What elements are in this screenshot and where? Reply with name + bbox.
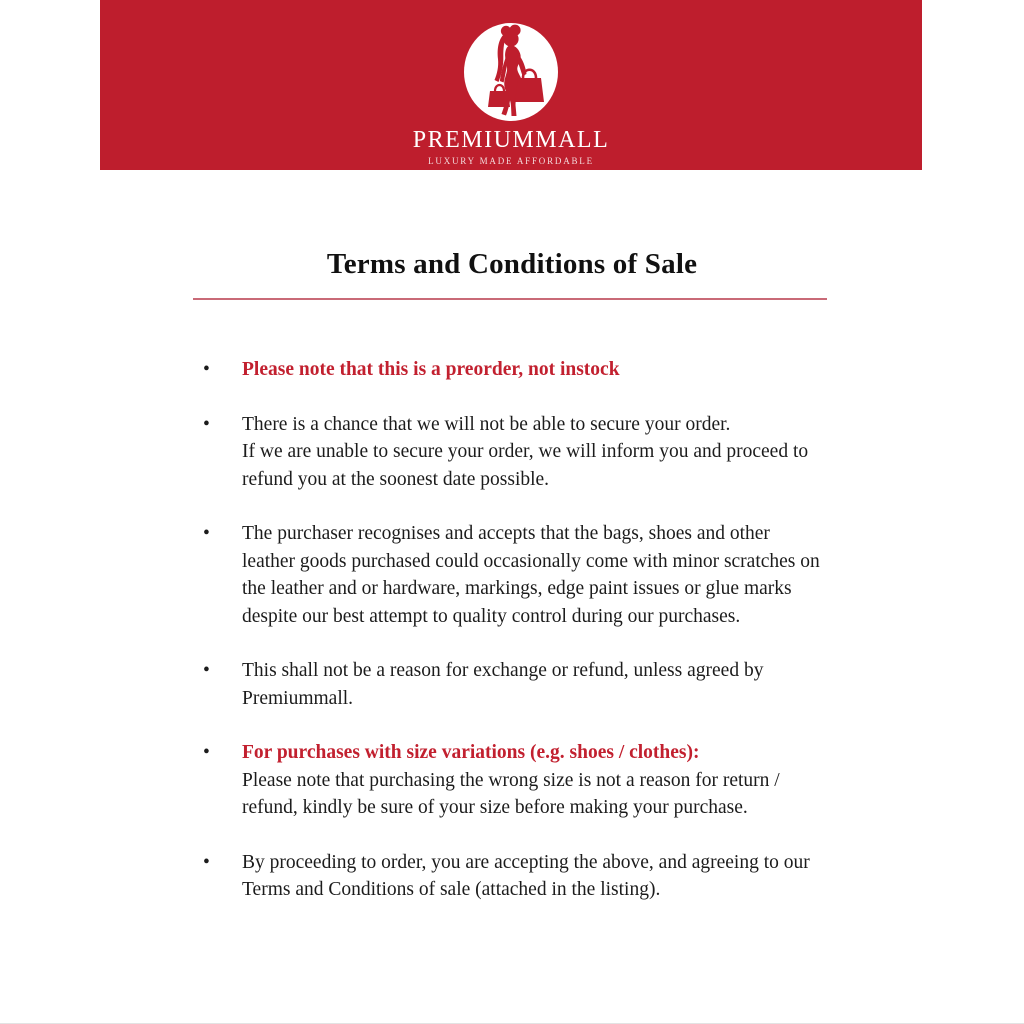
bullet-icon: •	[203, 523, 210, 544]
bullet-icon: •	[203, 851, 210, 873]
term-text	[242, 411, 833, 494]
term-line: refund you at the soonest date possible.	[242, 468, 550, 490]
term-line: the leather and or hardware, markings, edge paint issues or glue marks	[242, 578, 792, 599]
brand-banner	[100, 0, 922, 170]
term-item	[203, 657, 833, 712]
term-item	[203, 356, 833, 384]
term-item	[203, 411, 833, 494]
brand-logo	[463, 22, 559, 122]
term-item	[203, 849, 833, 904]
bullet-icon: •	[203, 359, 210, 380]
term-item	[203, 739, 833, 822]
term-text	[242, 739, 833, 822]
term-line-emphasis: Please note that this is a preorder, not instock	[242, 359, 620, 380]
term-item	[203, 520, 833, 630]
bullet-icon: •	[203, 413, 210, 435]
term-line: despite our best attempt to quality control during our purchases.	[242, 605, 741, 627]
term-line: The purchaser recognises and accepts that the bags, shoes and other	[242, 523, 770, 544]
term-line: Terms and Conditions of sale (attached in the listing).	[242, 879, 661, 900]
term-line: refund, kindly be sure of your size before making your purchase.	[242, 797, 748, 818]
page-title: Terms and Conditions of Sale	[326, 248, 698, 280]
term-line: If we are unable to secure your order, we will inform you and proceed to	[242, 441, 809, 462]
woman-shopper-silhouette-icon	[463, 22, 559, 122]
term-text	[242, 657, 833, 712]
title-divider	[193, 298, 827, 300]
term-line-emphasis: For purchases with size variations (e.g. shoes / clothes):	[242, 742, 700, 763]
term-text	[242, 849, 833, 904]
term-line: There is a chance that we will not be able to secure your order.	[242, 413, 731, 435]
term-text	[242, 356, 833, 384]
term-line: Please note that purchasing the wrong size is not a reason for return /	[242, 769, 780, 791]
brand-tagline: LUXURY MADE AFFORDABLE	[428, 156, 594, 166]
bullet-icon: •	[203, 660, 210, 681]
term-text	[242, 520, 833, 630]
term-line: leather goods purchased could occasionally come with minor scratches on	[242, 550, 820, 572]
term-line: Premiummall.	[242, 687, 354, 709]
term-line: By proceeding to order, you are accepting the above, and agreeing to our	[242, 851, 810, 873]
terms-list	[203, 356, 833, 931]
brand-wordmark: PREMIUMMALL	[412, 127, 610, 153]
term-line: This shall not be a reason for exchange or refund, unless agreed by	[242, 660, 764, 681]
bullet-icon: •	[203, 742, 210, 763]
